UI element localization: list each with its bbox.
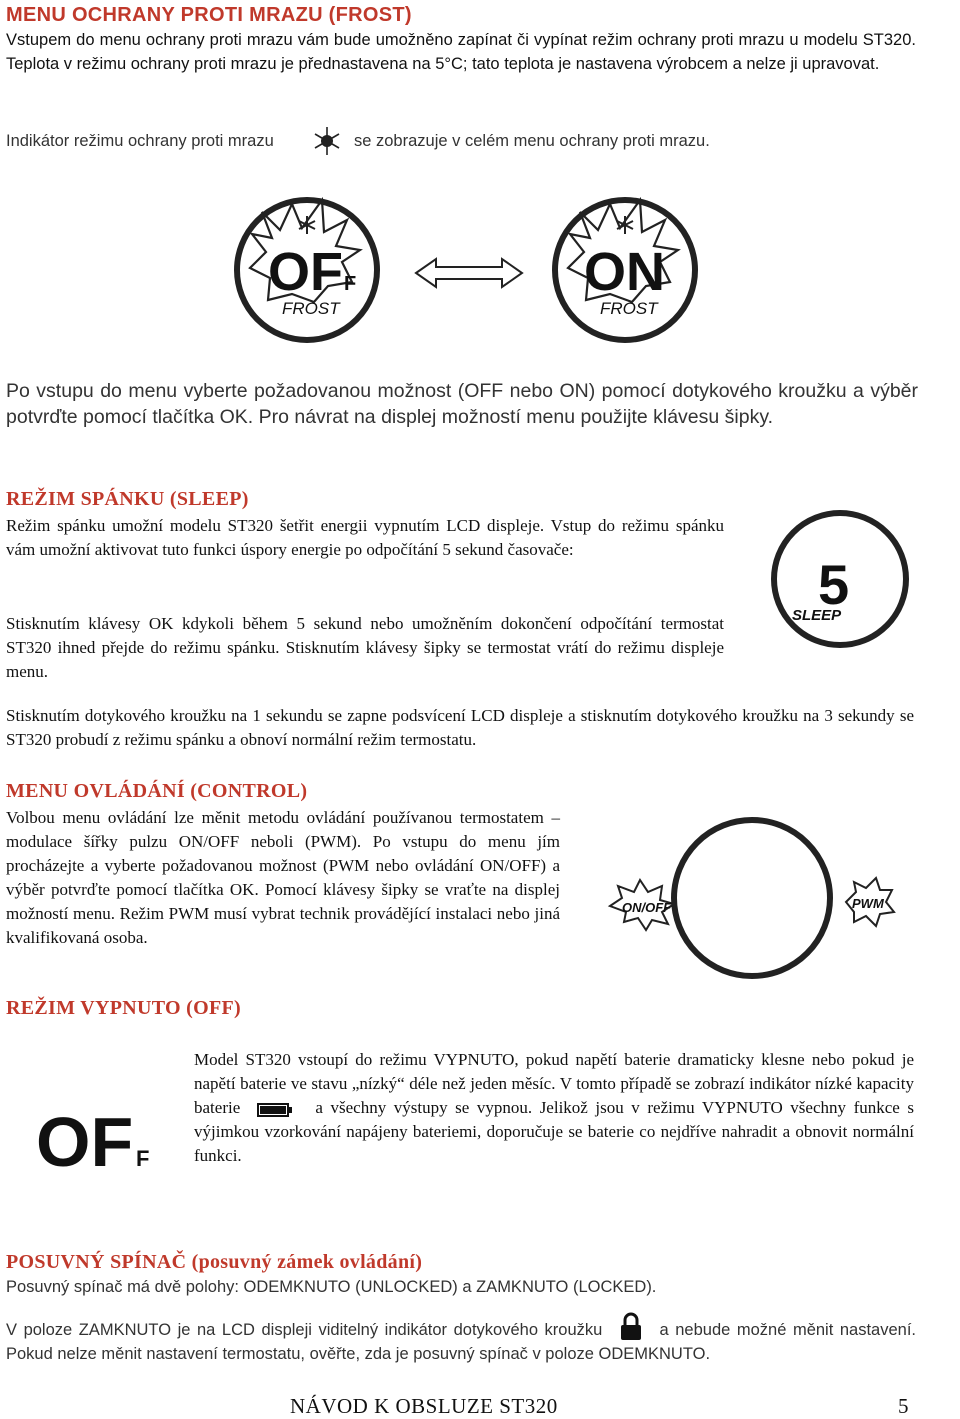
control-display bbox=[588, 818, 916, 978]
off-display-value: OF bbox=[36, 1103, 134, 1181]
lock-slot bbox=[609, 1322, 653, 1340]
footer-title: NÁVOD K OBSLUZE ST320 bbox=[290, 1394, 558, 1418]
lock-icon bbox=[619, 1312, 643, 1342]
frost-intro: Vstupem do menu ochrany proti mrazu vám bude umožněno zapínat či vypínat režim ochrany proti mrazu u modelu ST320. Teplota v režimu ochrany proti mrazu je přednastavena na 5°C; tato teplota je nastavena výrobcem a nelze ji upravovat. bbox=[6, 31, 916, 73]
off-title: REŽIM VYPNUTO (OFF) bbox=[6, 997, 241, 1019]
frost-instruction: Po vstupu do menu vyberte požadovanou možnost (OFF nebo ON) pomocí dotykového kroužku a výběr potvrďte pomocí tlačítka OK. Pro návrat na displej možností menu použijte klávesu šipky. bbox=[6, 380, 918, 428]
lock-p2-before: V poloze ZAMKNUTO je na LCD displeji viditelný indikátor dotykového kroužku bbox=[6, 1321, 603, 1339]
sleep-title: REŽIM SPÁNKU (SLEEP) bbox=[6, 488, 249, 510]
frost-off-label: FROST bbox=[282, 299, 340, 318]
lock-title: POSUVNÝ SPÍNAČ (posuvný zámek ovládání) bbox=[6, 1251, 423, 1273]
double-arrow-icon bbox=[414, 255, 524, 291]
off-display bbox=[30, 1092, 170, 1181]
frost-title: MENU OCHRANY PROTI MRAZU (FROST) bbox=[6, 4, 412, 26]
sleep-p1: Režim spánku umožní modelu ST320 šetřit energii vypnutím LCD displeje. Vstup do režimu spánku vám umožní aktivovat tuto funkci úspory energie po odpočítání 5 sekund časovače: bbox=[6, 516, 724, 559]
control-title: MENU OVLÁDÁNÍ (CONTROL) bbox=[6, 780, 308, 802]
off-paragraph-before: Model ST320 vstoupí do režimu VYPNUTO, pokud napětí baterie dramaticky klesne nebo pokud je napětí baterie ve stavu „nízký“ déle než jeden měsíc. V tomto případě se zobrazí indikátor nízké kapacity baterie bbox=[194, 1050, 914, 1117]
sleep-p2: Stisknutím klávesy OK kdykoli během 5 sekund nebo umožněním dokončení odpočítání termostat ST320 ihned přejde do režimu spánku. Stisknutím klávesy šipky se termostat vrátí do režimu displeje menu. bbox=[6, 614, 724, 681]
footer-page-number: 5 bbox=[898, 1394, 909, 1418]
control-pwm-label: PWM bbox=[852, 896, 884, 911]
off-paragraph-after: a všechny výstupy se vypnou. Jelikož jsou v režimu VYPNUTO všechny funkce s výjimkou vzorkování napájeny bateriemi, doporučuje se baterie co nejdříve nahradit a obnovit normální funkci. bbox=[194, 1098, 914, 1165]
control-p1: Volbou menu ovládání lze měnit metodu ovládání používanou termostatem – modulace šířky pulzu ON/OFF neboli (PWM). Po vstupu do menu jím procházejte a vyberte požadovanou možnost (PWM nebo ovládání ON/OFF) a výběr potvrďte pomocí tlačítka OK. Pomocí klávesy šipky se vraťte na displej možností menu. Režim PWM musí vybrat technik provádějící instalaci nebo jiná kvalifikovaná osoba. bbox=[6, 808, 560, 947]
sleep-p3: Stisknutím dotykového kroužku na 1 sekundu se zapne podsvícení LCD displeje a stisknutím dotykového kroužku na 3 sekundy se ST320 probudí z režimu spánku a obnoví normální režim termostatu. bbox=[6, 706, 914, 749]
sleep-display-label: SLEEP bbox=[792, 607, 842, 624]
frost-on-label: FROST bbox=[600, 299, 658, 318]
lock-p1: Posuvný spínač má dvě polohy: ODEMKNUTO (UNLOCKED) a ZAMKNUTO (LOCKED). bbox=[6, 1278, 657, 1296]
low-battery-icon bbox=[256, 1101, 302, 1119]
low-battery-slot bbox=[248, 1101, 308, 1117]
off-display-sub: F bbox=[136, 1146, 150, 1171]
frost-off-value: OF bbox=[268, 242, 343, 302]
frost-indicator-icon bbox=[312, 126, 342, 156]
frost-off-display bbox=[232, 190, 382, 350]
frost-off-sub: F bbox=[344, 273, 357, 295]
sleep-display bbox=[756, 508, 924, 650]
frost-indicator-text-after: se zobrazuje v celém menu ochrany proti mrazu. bbox=[354, 132, 710, 150]
frost-on-value: ON bbox=[584, 242, 665, 302]
frost-indicator-text-before: Indikátor režimu ochrany proti mrazu bbox=[6, 132, 274, 150]
frost-on-display bbox=[550, 190, 700, 350]
control-onoff-label: ON/OFF bbox=[622, 900, 672, 915]
lock-p2-after: a nebude možné měnit nastavení. Pokud nelze měnit nastavení termostatu, ověřte, zda je posuvný spínač v poloze ODEMKNUTO. bbox=[6, 1321, 916, 1363]
off-paragraph bbox=[194, 1048, 914, 1168]
sleep-display-value: 5 bbox=[818, 553, 850, 616]
lock-p2 bbox=[6, 1318, 916, 1366]
